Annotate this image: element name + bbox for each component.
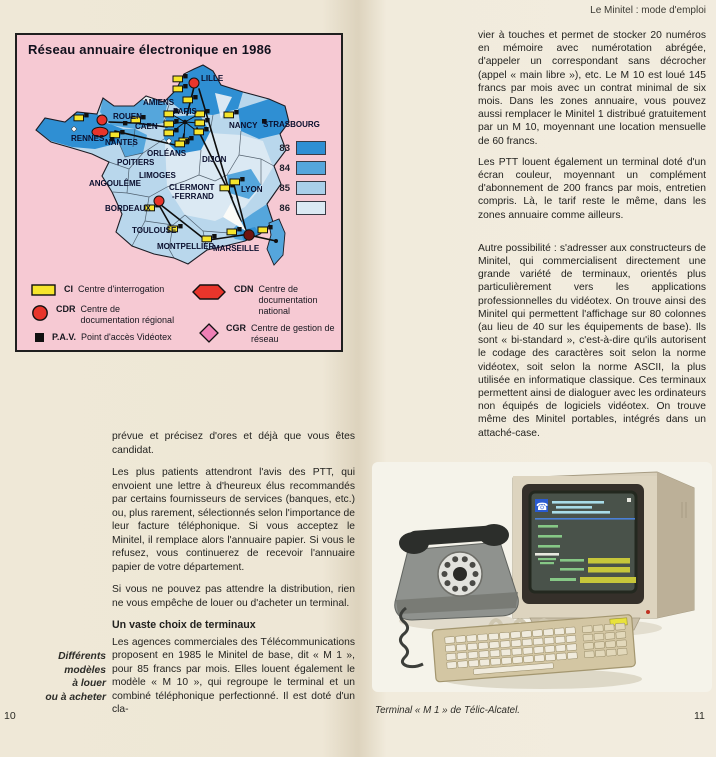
corsica-node <box>274 239 278 243</box>
red-hexagon-icon <box>191 284 227 302</box>
keyboard-key <box>478 642 488 649</box>
keyboard-key <box>534 655 544 662</box>
map-city-label: MONTPELLIER <box>157 242 215 251</box>
map-city-label: ORLÉANS <box>147 149 187 158</box>
map-city-label: -FERRAND <box>172 192 214 201</box>
numpad-key <box>606 649 616 656</box>
keyboard-key <box>567 644 577 651</box>
map-city-label: NANTES <box>105 138 138 147</box>
map-city-label: DIJON <box>202 155 227 164</box>
page-number-right: 11 <box>694 710 705 722</box>
dial-hole <box>470 562 476 568</box>
left-page-text-column <box>112 430 355 726</box>
numpad-key <box>595 642 605 649</box>
keyboard-key <box>533 638 543 645</box>
year-color-legend <box>272 141 326 221</box>
pink-diamond-icon <box>191 323 219 345</box>
keyboard-key <box>555 636 565 643</box>
map-city-label: PARIS <box>173 107 197 116</box>
numpad-key <box>584 642 594 649</box>
keyboard-key <box>456 644 466 651</box>
dial-hole <box>452 586 458 592</box>
paragraph: prévue et précisez d'ores et déjà que vous êtes candidat. <box>112 431 355 456</box>
keyboard-key <box>501 649 511 656</box>
crt-monitor <box>513 472 694 630</box>
year-legend-row <box>272 161 326 175</box>
keyboard-key <box>458 661 468 668</box>
keyboard-key <box>478 634 488 641</box>
keyboard-key <box>500 641 510 648</box>
keyboard-key <box>467 643 477 650</box>
numpad-key <box>604 624 614 631</box>
year-legend-row <box>272 141 326 155</box>
year-label: 83 <box>279 142 290 154</box>
keyboard-key <box>511 631 521 638</box>
keyboard-key <box>456 636 466 643</box>
black-square-icon <box>31 332 45 345</box>
map-city-label: RENNES <box>71 134 105 143</box>
right-page-text-column <box>478 29 706 448</box>
dial-hole <box>473 571 479 577</box>
numpad-key <box>617 648 627 655</box>
numpad-key <box>593 625 603 632</box>
keyboard-key <box>445 636 455 643</box>
running-header: Le Minitel : mode d'emploi <box>590 5 706 16</box>
keyboard-key <box>521 630 531 637</box>
keyboard-key <box>490 650 500 657</box>
paragraph: Autre possibilité : s'adresser aux constructeurs de Minitel, qui commercialisent directement une grande variété de terminaux, orientés plus particulièrement vers les applications professionnelles du vidéotex. On trouve ainsi des Minitel qui permettent l'affichage sur 80 colonnes (au lieu de 40 sur les équipements de base). Ils sont « bi-standard », c'est-à-dire qu'ils autorisent le codage des caractères soit selon la norme vidéotex, soit selon la norme ASCII, la plus utilisée en informatique classique. Ces terminaux permettent ainsi de dialoguer avec les ordinateurs non équipés de logiciels vidéotex. On trouve même des Minitel portables, intégrés dans un attaché-case. <box>478 242 706 439</box>
keyboard-key <box>543 629 553 636</box>
year-color-swatch <box>296 181 326 195</box>
paragraph: Les PTT louent également un terminal doté d'un écran couleur, moyennant un complément d'abonnement de 200 francs par mois, entretien compris. Là, le tarif reste le même, dans les zones annuaire comme ailleurs. <box>478 156 706 221</box>
dial-hole <box>444 580 450 586</box>
year-color-swatch <box>296 201 326 215</box>
legend-item-cdn: CDN Centre de documentation national <box>191 284 341 317</box>
keyboard-key <box>467 635 477 642</box>
map-city-label: AMIENS <box>143 98 175 107</box>
map-city-label: ROUEN <box>113 112 142 121</box>
keyboard-key <box>511 640 521 647</box>
dial-hole <box>462 556 468 562</box>
numpad-key <box>583 634 593 641</box>
numpad-key <box>582 626 592 633</box>
keyboard-key <box>480 659 490 666</box>
keyboard-key <box>479 651 489 658</box>
keyboard-key <box>567 652 577 659</box>
keyboard-key <box>468 651 478 658</box>
map-city-label: ANGOULÊME <box>89 179 141 188</box>
cdr-marker-rennes <box>97 115 107 125</box>
keyboard-key <box>489 633 499 640</box>
photo-terminal <box>372 458 712 702</box>
keyboard-key <box>565 627 575 634</box>
keyboard-key <box>500 632 510 639</box>
map-panel <box>15 33 343 352</box>
cdr-marker-lille <box>189 78 199 88</box>
red-circle-icon <box>31 304 49 324</box>
legend-item-ci: CI Centre d'interrogation <box>31 284 181 298</box>
year-color-swatch <box>296 161 326 175</box>
keyboard-key <box>469 660 479 667</box>
paragraph: Les plus patients attendront l'avis des PTT, qui envoient une lettre à d'heureux élus recommandés par certains fournisseurs de services (banques, etc.) ou, plus rarement, sélectionnés selon l'importance de leur facture téléphonique. Si vous acceptez le Minitel, il remplace alors l'annuaire papier. Si vous le refusez, vous continuerez de recevoir l'annuaire papier de votre département. <box>112 467 355 573</box>
photo-caption: Terminal « M 1 » de Télic-Alcatel. <box>375 705 521 716</box>
keyboard-key <box>532 630 542 637</box>
numpad-key <box>594 633 604 640</box>
keyboard-key <box>457 652 467 659</box>
map-city-label: NANCY <box>229 121 258 130</box>
keyboard-key <box>445 645 455 652</box>
keyboard-key <box>522 639 532 646</box>
margin-note: Différents modèles à louer ou à acheter <box>45 651 106 703</box>
numpad-key <box>616 631 626 638</box>
map-city-label: TOULOUSE <box>132 226 177 235</box>
keyboard-key <box>512 656 522 663</box>
paragraph: Les agences commerciales des Télécommunications proposent en 1985 le Minitel de base, dit « M 1 », pour 85 francs par mois. Elles louent également le modèle « M 10 », qui regroupe le terminal et un combiné téléphonique perfectionné. Il est doté d'un cla- <box>112 636 355 715</box>
year-label: 85 <box>279 182 290 194</box>
year-label: 86 <box>279 202 290 214</box>
keyboard-key <box>523 647 533 654</box>
paragraph: Si vous ne pouvez pas attendre la distribution, rien ne vous empêche de louer ou d'acheter un terminal. <box>112 584 355 609</box>
dial-hole <box>442 571 448 577</box>
map-city-label: LILLE <box>201 74 224 83</box>
map-city-label: STRASBOURG <box>263 120 320 129</box>
dial-hole <box>470 580 476 586</box>
keyboard-key <box>523 656 533 663</box>
numpad-key <box>605 632 615 639</box>
dial-hole <box>452 556 458 562</box>
keyboard-key <box>566 635 576 642</box>
numpad-key <box>595 650 605 657</box>
map-city-label: MARSEILLE <box>213 244 260 253</box>
map-city-label: BORDEAUX <box>105 204 151 213</box>
keyboard-key <box>545 645 555 652</box>
cdr-marker-bordeaux <box>154 196 164 206</box>
map-city-label: POITIERS <box>117 158 155 167</box>
numpad-key <box>617 640 627 647</box>
map-city-label: CAEN <box>135 122 158 131</box>
year-legend-row <box>272 181 326 195</box>
year-color-swatch <box>296 141 326 155</box>
yellow-rectangle-icon <box>31 284 57 298</box>
keyboard-key <box>556 653 566 660</box>
numpad-key <box>584 651 594 658</box>
keyboard-key <box>544 637 554 644</box>
cdr-marker-marseille <box>244 230 254 240</box>
keyboard-key <box>447 662 457 669</box>
year-label: 84 <box>279 162 290 174</box>
map-title: Réseau annuaire électronique en 1986 <box>28 42 272 57</box>
section-heading: Un vaste choix de terminaux <box>112 619 256 631</box>
numpad-key <box>615 623 625 630</box>
map-city-label: LIMOGES <box>139 171 176 180</box>
page-number-left: 10 <box>4 710 16 722</box>
legend-item-pav: P.A.V. Point d'accès Vidéotex <box>31 332 181 345</box>
numpad-key <box>606 641 616 648</box>
keyboard-key <box>534 646 544 653</box>
paragraph: vier à touches et permet de stocker 20 numéros en mémoire avec numérotation abrégée, d'appeler un correspondant sans décrocher (appel « main libre »), etc. Le M 10 est loué 145 francs par mois avec un contrat minimal de six mois. Dans les zones annuaire, vous pouvez aussi remplacer le Minitel 1 distribué gratuitement par un M 10, moyennant une location mensuelle de 60 francs. <box>478 30 706 147</box>
keyboard-key <box>446 653 456 660</box>
keyboard-key <box>489 641 499 648</box>
keyboard-key <box>545 654 555 661</box>
dial-hole <box>462 586 468 592</box>
svg-text:☎: ☎ <box>536 502 549 513</box>
year-legend-row <box>272 201 326 215</box>
keyboard-key <box>512 648 522 655</box>
keyboard-key <box>502 657 512 664</box>
legend-item-cdr: CDR Centre de documentation régional <box>31 304 181 326</box>
map-city-label: CLERMONT <box>169 183 215 192</box>
dial-hole <box>444 562 450 568</box>
map-city-label: LYON <box>241 185 263 194</box>
legend-item-cgr: CGR Centre de gestion de réseau <box>191 323 341 345</box>
keyboard-key <box>556 645 566 652</box>
keyboard-key <box>491 658 501 665</box>
keyboard-key <box>554 628 564 635</box>
